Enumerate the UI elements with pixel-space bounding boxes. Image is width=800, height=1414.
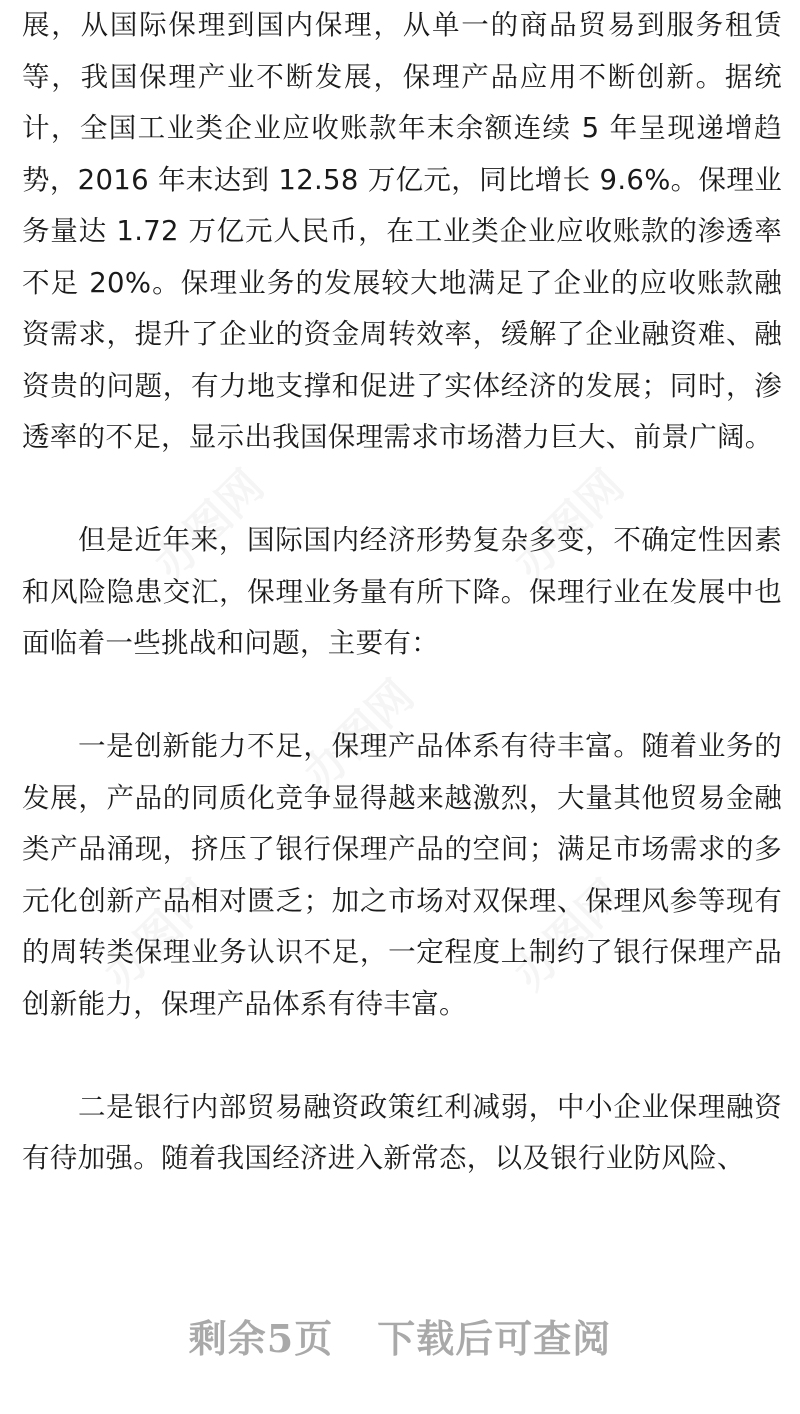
paragraph-point-two: 二是银行内部贸易融资政策红利减弱，中小企业保理融资有待加强。随着我国经济进入新常态，以及银行业防风险、 — [22, 1090, 782, 1174]
paragraph-gap — [22, 670, 782, 722]
paragraph-challenges: 但是近年来，国际国内经济形势复杂多变，不确定性因素和风险隐患交汇，保理业务量有所下降。保理行业在发展中也面临着一些挑战和问题，主要有： — [22, 524, 782, 659]
download-to-view-label: 下载后可查阅 — [377, 1316, 612, 1361]
paragraph-gap — [22, 1030, 782, 1082]
watermark-3: 办图网 — [294, 670, 424, 800]
paragraph-intro: 展，从国际保理到国内保理，从单一的商品贸易到服务租赁等，我国保理产业不断发展，保理产品应用不断创新。据统计，全国工业类企业应收账款年末余额连续 5 年呈现递增趋势，2016 年末达到 12.58 万亿元，同比增长 9.6%。保理业务量达 1.72 万亿元人民币，在工业类企业应收账款的渗透率不足 20%。保理业务的发展较大地满足了企业的应收账款融资需求，提升了企业的资金周转效率，缓解了企业融资难、融资贵的问题，有力地支撑和促进了实体经济的发展；同时，渗透率的不足，显示出我国保理需求市场潜力巨大、前景广阔。 — [22, 9, 782, 453]
watermark-1: 办图网 — [144, 460, 274, 590]
remaining-pages-label: 剩余5页 — [188, 1316, 334, 1361]
paragraph-gap — [22, 464, 782, 516]
watermark-5: 办图网 — [94, 870, 224, 1000]
download-banner[interactable] — [0, 1308, 800, 1363]
watermark-4: 办图网 — [504, 870, 634, 1000]
document-body — [22, 0, 782, 1185]
paragraph-point-one: 一是创新能力不足，保理产品体系有待丰富。随着业务的发展，产品的同质化竞争显得越来越激烈，大量其他贸易金融类产品涌现，挤压了银行保理产品的空间；满足市场需求的多元化创新产品相对匮乏；加之市场对双保理、保理风参等现有的周转类保理业务认识不足，一定程度上制约了银行保理产品创新能力，保理产品体系有待丰富。 — [22, 730, 782, 1020]
watermark-2: 办图网 — [504, 460, 634, 590]
